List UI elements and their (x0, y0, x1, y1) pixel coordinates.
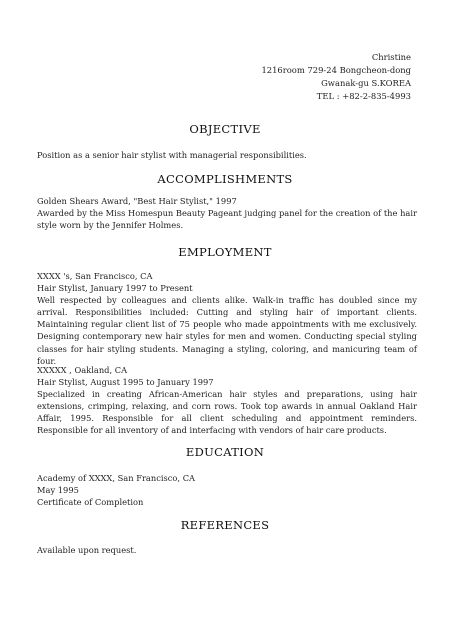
objective-text: Position as a senior hair stylist with managerial responsibilities. (37, 150, 307, 160)
award-title: Golden Shears Award, "Best Hair Stylist," 1997 (37, 196, 237, 206)
contact-header (261, 51, 411, 103)
contact-name: Christine (371, 52, 411, 62)
job-title: Hair Stylist, January 1997 to Present (37, 283, 193, 294)
contact-address: 1216room 729-24 Bongcheon-dong (261, 65, 411, 75)
job-description: Well respected by colleagues and clients alike. Walk-in traffic has doubled since my arrival. Responsibilities included: Cutting and styling hair of important clients. Maintaining regular client list of 75 people who made appointments with me exclusively. Designing contemporary new hair styles for men and women. Conducting special styling classes for hair styling students. Managing a styling, coloring, and manicuring team of four. (37, 295, 417, 366)
accomplishments-heading: ACCOMPLISHMENTS (157, 172, 293, 186)
award-description: Awarded by the Miss Homespun Beauty Pageant judging panel for the creation of the hair style worn by the Jennifer Holmes. (37, 208, 417, 231)
education-school: Academy of XXXX, San Francisco, CA (37, 473, 196, 483)
contact-phone: TEL : +82-2-835-4993 (316, 91, 411, 101)
contact-city: Gwanak-gu S.KOREA (321, 78, 411, 88)
objective-section (37, 149, 417, 161)
employment-job-2 (37, 364, 417, 437)
objective-heading: OBJECTIVE (189, 122, 261, 136)
education-section (37, 472, 417, 508)
references-text: Available upon request. (37, 545, 137, 555)
job-employer: XXXX 's, San Francisco, CA (37, 271, 153, 281)
employment-heading: EMPLOYMENT (178, 245, 272, 259)
education-date: May 1995 (37, 485, 79, 496)
job-employer: XXXXX , Oakland, CA (37, 365, 128, 375)
job-title: Hair Stylist, August 1995 to January 1997 (37, 377, 214, 388)
education-heading: EDUCATION (185, 445, 265, 459)
accomplishments-section (37, 195, 417, 231)
job-description: Specialized in creating African-American hair styles and preparations, using hair extensions, crimping, relaxing, and corn rows. Took top awards in annual Oakland Hair Affair, 1995. Responsible for all client scheduling and appointment reminders. Responsible for all inventory of and interfacing with vendors of hair care products. (37, 389, 417, 436)
references-heading: REFERENCES (180, 518, 270, 532)
references-section (37, 544, 417, 556)
education-credential: Certificate of Completion (37, 497, 144, 508)
employment-job-1 (37, 270, 417, 367)
